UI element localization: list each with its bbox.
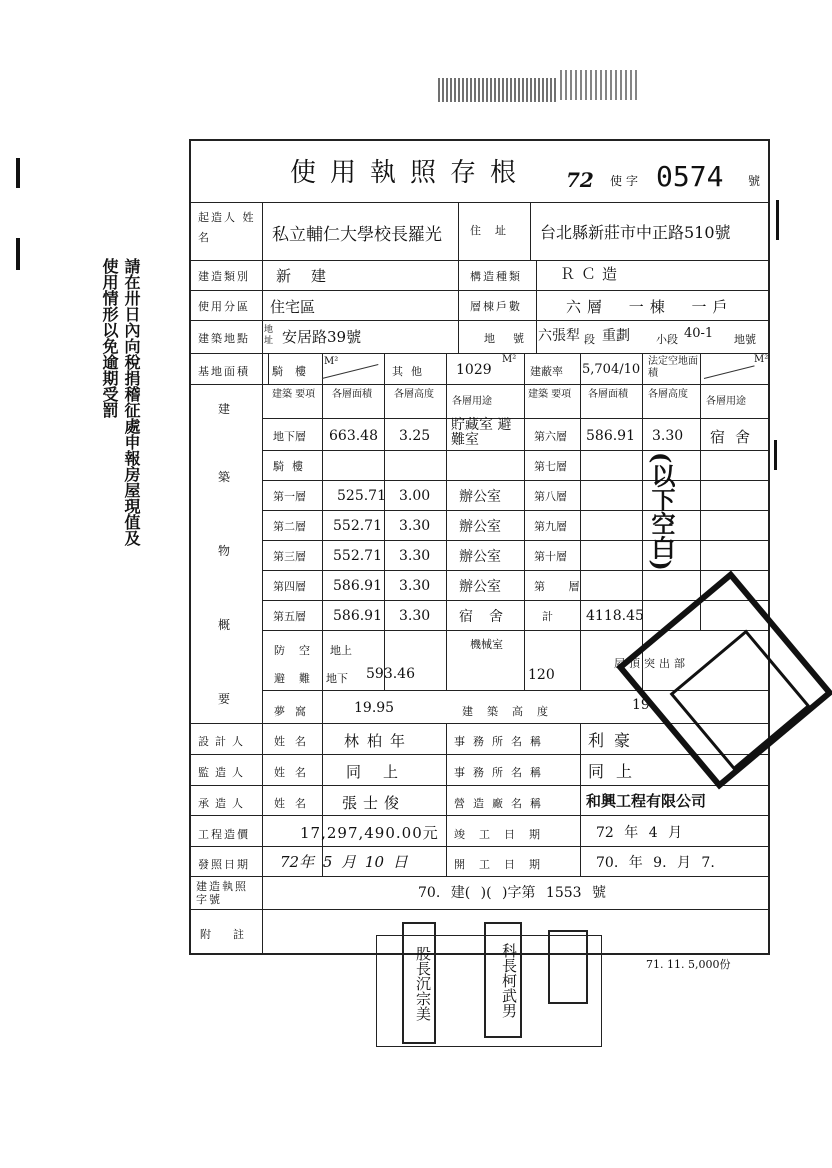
structure-value: ＲＣ造 — [560, 265, 624, 283]
floor-row: 第十層 — [534, 550, 567, 563]
floors-header-height-r: 各層高度 — [648, 389, 688, 400]
floor-row: 第四層 586.91 3.30 辦公室 — [273, 578, 501, 595]
shelter-above: 地上 — [330, 644, 352, 657]
floors-header-item: 建築 要項 — [272, 389, 316, 400]
supervisor-name-label: 姓名 — [274, 766, 316, 779]
designer-label: 設計人 — [198, 735, 249, 748]
site-addr-prefix: 地址 — [264, 325, 274, 346]
floor-row: 第 層 — [534, 580, 590, 593]
floors-count-value: 六層 一棟 一戶 — [566, 298, 734, 316]
floor-row: 第九層 — [534, 520, 567, 533]
shelter-label-1: 防空 — [274, 644, 324, 657]
supervisor-office-label: 事務所名稱 — [454, 766, 549, 779]
site-lot-suffix: 地號 — [734, 333, 756, 346]
start-label: 開工日期 — [454, 858, 554, 871]
site-district: 六張犁 — [538, 328, 580, 344]
area-unit: M² — [324, 356, 339, 367]
contractor-name-label: 姓名 — [274, 797, 316, 810]
form-char: 使字 — [610, 174, 643, 188]
permit-value: 70. 建( )( )字第 1553 號 — [418, 885, 606, 901]
coverage-value: 5,704/10 — [582, 362, 641, 377]
site-label: 建築地點 — [198, 332, 250, 345]
approval-stamp-2: 科長柯武男 — [484, 922, 522, 1038]
floors-header-area-r: 各層面積 — [588, 389, 628, 400]
floors-header-area: 各層面積 — [332, 389, 372, 400]
designer-office-label: 事務所名稱 — [454, 735, 549, 748]
contractor-firm: 和興工程有限公司 — [586, 792, 707, 810]
form-title: 使用執照存根 — [290, 158, 531, 188]
site-xiaoduan: 小段 — [656, 333, 678, 346]
designer-name: 林柏年 — [344, 732, 414, 750]
floors-count-label: 層棟戶數 — [470, 300, 522, 313]
shelter-label-2: 避難 — [274, 672, 324, 685]
floor-row: 第二層 552.71 3.30 辦公室 — [273, 518, 501, 535]
supervisor-name: 同上 — [346, 763, 421, 781]
shelter-below-area: 593.46 — [366, 666, 415, 682]
area-label: 基地面積 — [198, 365, 250, 378]
mech-room-value: 120 — [528, 667, 555, 683]
arcade-label: 騎樓 — [272, 365, 318, 378]
legal-open-unit: M² — [754, 354, 769, 365]
top-stamp-block — [560, 70, 640, 100]
other-label: 其他 — [392, 365, 430, 378]
top-stamp-block — [438, 78, 558, 102]
zone-label: 使用分區 — [198, 300, 250, 313]
other-value: 1029 — [456, 362, 492, 378]
site-section: 重劃 — [602, 328, 630, 344]
structure-label: 構造種類 — [470, 270, 522, 283]
applicant-address-label: 住址 — [470, 224, 520, 237]
scan-edge-mark — [16, 158, 20, 188]
scan-edge-mark — [16, 238, 20, 270]
floors-header-item-r: 建築 要項 — [528, 389, 572, 400]
building-height-label: 建築高度 — [462, 705, 562, 718]
coverage-label: 建蔽率 — [530, 365, 563, 378]
category-label: 建造類別 — [198, 270, 250, 283]
completion-date: 72 年 4 月 — [596, 825, 683, 841]
applicant-name: 私立輔仁大學校長羅光 — [272, 225, 442, 245]
floors-header-use: 各層用途 — [452, 396, 492, 407]
supervisor-label: 監造人 — [198, 766, 249, 779]
cost-label: 工程造價 — [198, 828, 250, 841]
approval-stamp-1: 股長沉宗美 — [402, 922, 436, 1044]
floors-left — [263, 418, 524, 630]
contractor-label: 承造人 — [198, 797, 249, 810]
permit-label: 建造執照字號 — [196, 880, 248, 906]
floor-row: 地下層 663.48 3.25 貯藏室 避難室 — [273, 417, 512, 448]
category-value: 新建 — [276, 267, 347, 285]
zone-value: 住宅區 — [270, 298, 316, 316]
lot-label: 地號 — [484, 332, 542, 345]
applicant-address: 台北縣新莊市中正路510號 — [540, 223, 731, 242]
scan-edge-mark — [776, 200, 793, 240]
applicant-label: 起造人 姓名 — [198, 211, 256, 244]
legal-open-label: 法定空地面積 — [648, 356, 698, 379]
form-year: 72 — [566, 168, 594, 192]
floors-header-use-r: 各層用途 — [706, 396, 746, 407]
form-number: 0574 — [656, 160, 724, 193]
other-unit: M² — [502, 354, 517, 365]
scan-edge-mark — [774, 440, 791, 470]
note-label: 附註 — [200, 928, 266, 941]
shelter-below: 地下 — [326, 672, 348, 685]
cost-value: 17,297,490.00元 — [300, 824, 439, 842]
floor-row: 第六層 586.91 3.30 宿舍 — [534, 428, 761, 446]
building-overview-label: 建 築 物 概 要 — [218, 402, 231, 706]
issue-label: 發照日期 — [198, 858, 250, 871]
site-lot: 40-1 — [684, 326, 714, 341]
building-height-value: 19 — [632, 697, 650, 713]
site-address: 安居路39號 — [282, 328, 362, 346]
floor-row: 第三層 552.71 3.30 辦公室 — [273, 548, 501, 565]
site-duan: 段 — [584, 333, 595, 346]
contractor-firm-label: 營造廠名稱 — [454, 797, 549, 810]
supervisor-office: 同上 — [588, 762, 645, 781]
print-mark: 71. 11. 5,000份 — [646, 958, 731, 971]
start-date: 70. 年 9. 月 7. — [596, 855, 715, 871]
blank-note: (以下空白) — [647, 452, 676, 571]
misc-value: 19.95 — [354, 700, 395, 716]
floor-row: 計 4118.45 — [542, 608, 644, 624]
contractor-name: 張士俊 — [342, 794, 406, 812]
floor-row: 第五層 586.91 3.30 宿舍 — [273, 608, 519, 625]
form-suffix: 號 — [748, 174, 761, 188]
floors-header-height: 各層高度 — [394, 389, 434, 400]
misc-label: 夢窩 — [274, 705, 316, 718]
floor-row: 第一層 525.71 3.00 辦公室 — [273, 488, 501, 505]
designer-office: 利豪 — [588, 731, 641, 750]
roof-projection-label: 屋頂突出部 — [614, 657, 689, 670]
floor-row: 第七層 — [534, 460, 567, 473]
floor-row: 第八層 — [534, 490, 567, 503]
side-note: 請在卅日內向稅捐稽征處申報房屋現值及使用情形以免逾期受罰 — [100, 258, 141, 546]
mech-room-label: 機械室 — [470, 638, 503, 651]
completion-label: 竣工日期 — [454, 828, 554, 841]
designer-name-label: 姓名 — [274, 735, 316, 748]
approval-stamp-3 — [548, 930, 588, 1004]
issue-date: 72年 5 月 10 日 — [280, 853, 408, 871]
floor-row: 騎樓 — [273, 460, 311, 473]
